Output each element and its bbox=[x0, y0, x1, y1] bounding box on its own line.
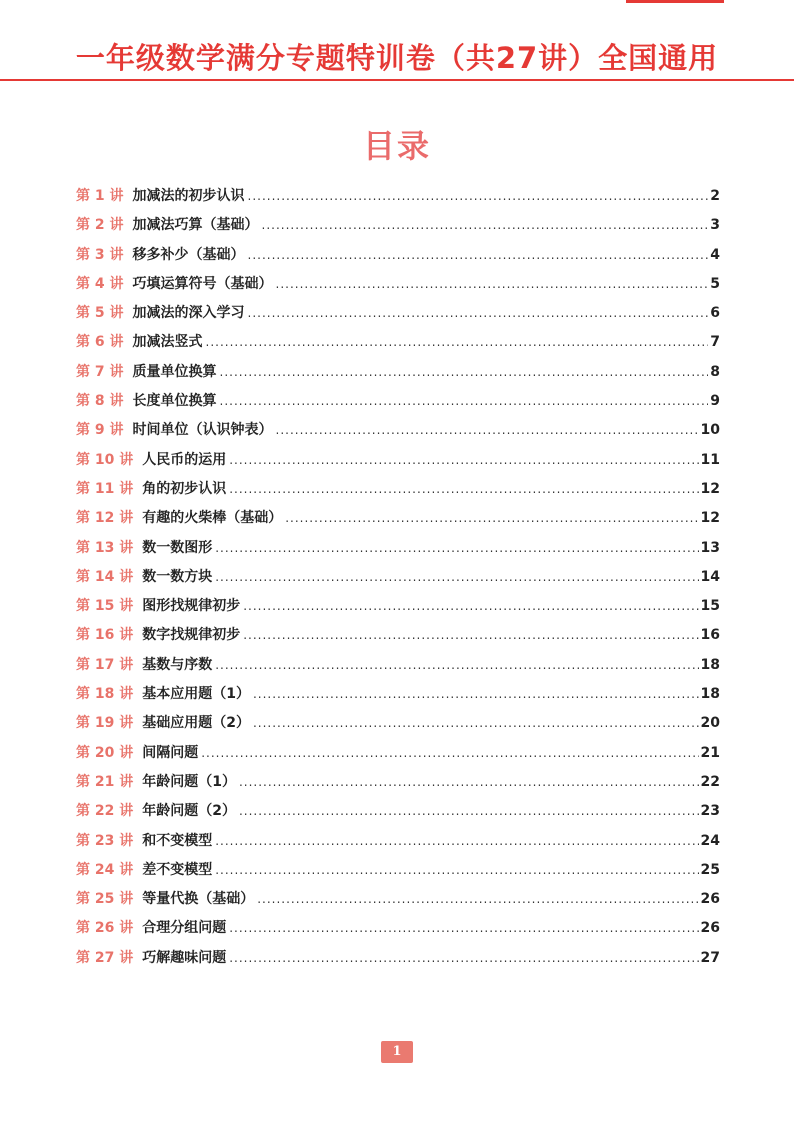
toc-entry-title: 角的初步认识 bbox=[142, 480, 227, 497]
toc-entry-title: 和不变模型 bbox=[142, 832, 213, 849]
toc-dot-leader bbox=[253, 709, 699, 738]
toc-entry-title: 年龄问题（1） bbox=[142, 773, 236, 790]
toc-entry-number: 第 20 讲 bbox=[76, 744, 134, 761]
document-title: 一年级数学满分专题特训卷（共27讲）全国通用 bbox=[75, 41, 719, 75]
toc-dot-leader bbox=[215, 651, 698, 680]
toc-dot-leader bbox=[285, 504, 698, 533]
toc-entry-title: 数一数图形 bbox=[142, 539, 213, 556]
toc-entry-title: 基础应用题（2） bbox=[142, 715, 250, 732]
toc-entry-page: 26 bbox=[700, 920, 720, 937]
toc-dot-leader bbox=[220, 358, 709, 387]
toc-entry-title: 等量代换（基础） bbox=[142, 891, 255, 908]
toc-dot-leader bbox=[229, 944, 698, 973]
toc-entry-page: 2 bbox=[710, 188, 720, 204]
toc-entry-number: 第 3 讲 bbox=[76, 246, 124, 263]
toc-entry[interactable] bbox=[76, 387, 720, 416]
toc-dot-leader bbox=[206, 328, 709, 357]
toc-entry-page: 18 bbox=[700, 656, 720, 673]
toc-entry[interactable] bbox=[76, 739, 720, 768]
toc-entry-number: 第 2 讲 bbox=[76, 217, 124, 234]
toc-entry-number: 第 6 讲 bbox=[76, 334, 124, 351]
toc-list bbox=[76, 182, 720, 973]
toc-entry-number: 第 14 讲 bbox=[76, 568, 134, 585]
toc-entry-number: 第 22 讲 bbox=[76, 803, 134, 820]
toc-entry-page: 25 bbox=[700, 861, 720, 878]
toc-entry-page: 4 bbox=[710, 246, 720, 263]
toc-entry-number: 第 8 讲 bbox=[76, 393, 124, 410]
toc-entry-number: 第 5 讲 bbox=[76, 305, 124, 322]
toc-entry[interactable] bbox=[76, 328, 720, 357]
toc-entry[interactable] bbox=[76, 621, 720, 650]
toc-entry[interactable] bbox=[76, 446, 720, 475]
toc-entry-page: 9 bbox=[710, 393, 720, 410]
toc-entry[interactable] bbox=[76, 270, 720, 299]
toc-dot-leader bbox=[229, 475, 698, 504]
toc-entry-number: 第 13 讲 bbox=[76, 539, 134, 556]
toc-entry-page: 24 bbox=[700, 832, 720, 849]
toc-entry-number: 第 4 讲 bbox=[76, 275, 124, 292]
toc-entry-number: 第 26 讲 bbox=[76, 920, 134, 937]
toc-entry[interactable] bbox=[76, 768, 720, 797]
toc-entry-title: 巧解趣味问题 bbox=[142, 949, 227, 966]
toc-entry[interactable] bbox=[76, 856, 720, 885]
toc-entry[interactable] bbox=[76, 475, 720, 504]
toc-dot-leader bbox=[220, 387, 709, 416]
toc-entry-number: 第 17 讲 bbox=[76, 656, 134, 673]
toc-dot-leader bbox=[215, 534, 698, 563]
toc-entry-page: 22 bbox=[700, 773, 720, 790]
toc-entry-number: 第 9 讲 bbox=[76, 422, 124, 439]
toc-entry-title: 加减法的深入学习 bbox=[132, 305, 245, 322]
toc-entry[interactable] bbox=[76, 651, 720, 680]
toc-entry-page: 11 bbox=[700, 451, 720, 468]
toc-entry[interactable] bbox=[76, 241, 720, 270]
toc-dot-leader bbox=[229, 914, 698, 943]
toc-entry-number: 第 15 讲 bbox=[76, 598, 134, 615]
toc-dot-leader bbox=[276, 416, 699, 445]
toc-entry-title: 加减法竖式 bbox=[132, 334, 203, 351]
toc-entry-title: 质量单位换算 bbox=[132, 363, 217, 380]
toc-entry[interactable] bbox=[76, 680, 720, 709]
toc-entry-page: 10 bbox=[700, 422, 720, 439]
toc-entry-page: 5 bbox=[710, 275, 720, 292]
toc-entry[interactable] bbox=[76, 944, 720, 973]
toc-entry-page: 16 bbox=[700, 627, 720, 644]
toc-entry-title: 有趣的火柴棒（基础） bbox=[142, 510, 283, 527]
toc-entry[interactable] bbox=[76, 709, 720, 738]
toc-entry-title: 数字找规律初步 bbox=[142, 627, 241, 644]
toc-entry-page: 23 bbox=[700, 803, 720, 820]
toc-entry[interactable] bbox=[76, 914, 720, 943]
toc-entry-title: 巧填运算符号（基础） bbox=[132, 275, 273, 292]
toc-dot-leader bbox=[276, 270, 709, 299]
toc-entry-number: 第 24 讲 bbox=[76, 861, 134, 878]
toc-dot-leader bbox=[248, 299, 709, 328]
toc-entry[interactable] bbox=[76, 299, 720, 328]
toc-heading: 目录 bbox=[362, 127, 431, 165]
toc-entry[interactable] bbox=[76, 358, 720, 387]
toc-entry[interactable] bbox=[76, 885, 720, 914]
toc-entry-page: 21 bbox=[700, 744, 720, 761]
toc-dot-leader bbox=[215, 563, 698, 592]
toc-entry-page: 3 bbox=[710, 217, 720, 234]
toc-dot-leader bbox=[243, 621, 698, 650]
toc-entry-page: 13 bbox=[700, 539, 720, 556]
toc-entry[interactable] bbox=[76, 797, 720, 826]
toc-entry-number: 第 16 讲 bbox=[76, 627, 134, 644]
toc-entry[interactable] bbox=[76, 592, 720, 621]
toc-entry[interactable] bbox=[76, 182, 720, 211]
toc-entry-number: 第 19 讲 bbox=[76, 715, 134, 732]
toc-entry-page: 7 bbox=[710, 334, 720, 351]
toc-entry-page: 26 bbox=[700, 891, 720, 908]
page-number-badge: 1 bbox=[381, 1041, 413, 1063]
header-divider bbox=[0, 79, 794, 81]
toc-entry-page: 27 bbox=[700, 949, 720, 966]
toc-entry[interactable] bbox=[76, 416, 720, 445]
toc-dot-leader bbox=[201, 739, 698, 768]
toc-entry-page: 14 bbox=[700, 568, 720, 585]
toc-entry-number: 第 7 讲 bbox=[76, 363, 124, 380]
toc-entry-number: 第 23 讲 bbox=[76, 832, 134, 849]
toc-entry[interactable] bbox=[76, 827, 720, 856]
toc-entry-title: 移多补少（基础） bbox=[132, 246, 245, 263]
toc-entry-number: 第 12 讲 bbox=[76, 510, 134, 527]
toc-dot-leader bbox=[262, 211, 709, 240]
toc-entry-title: 基本应用题（1） bbox=[142, 686, 250, 703]
toc-entry-number: 第 25 讲 bbox=[76, 891, 134, 908]
toc-entry-number: 第 21 讲 bbox=[76, 773, 134, 790]
toc-entry-title: 时间单位（认识钟表） bbox=[132, 422, 273, 439]
toc-dot-leader bbox=[215, 856, 698, 885]
toc-dot-leader bbox=[239, 797, 699, 826]
toc-dot-leader bbox=[215, 827, 698, 856]
toc-dot-leader bbox=[229, 446, 698, 475]
toc-entry[interactable] bbox=[76, 563, 720, 592]
toc-dot-leader bbox=[253, 680, 699, 709]
toc-entry-page: 12 bbox=[700, 510, 720, 527]
toc-entry-title: 加减法巧算（基础） bbox=[132, 217, 259, 234]
toc-entry-title: 数一数方块 bbox=[142, 568, 213, 585]
toc-entry-number: 第 10 讲 bbox=[76, 451, 134, 468]
toc-entry-title: 年龄问题（2） bbox=[142, 803, 236, 820]
toc-entry-number: 第 18 讲 bbox=[76, 686, 134, 703]
toc-entry-number: 第 27 讲 bbox=[76, 949, 134, 966]
toc-entry-page: 18 bbox=[700, 686, 720, 703]
toc-entry-title: 间隔问题 bbox=[142, 744, 199, 761]
toc-entry-page: 8 bbox=[710, 363, 720, 380]
toc-entry-number: 第 11 讲 bbox=[76, 480, 134, 497]
toc-entry-number: 第 1 讲 bbox=[76, 188, 124, 204]
toc-entry-title: 人民币的运用 bbox=[142, 451, 227, 468]
toc-entry-title: 合理分组问题 bbox=[142, 920, 227, 937]
toc-entry-title: 加减法的初步认识 bbox=[132, 188, 245, 204]
toc-dot-leader bbox=[257, 885, 698, 914]
toc-entry[interactable] bbox=[76, 504, 720, 533]
toc-entry-page: 20 bbox=[700, 715, 720, 732]
toc-entry-title: 基数与序数 bbox=[142, 656, 213, 673]
toc-dot-leader bbox=[243, 592, 698, 621]
toc-entry-title: 图形找规律初步 bbox=[142, 598, 241, 615]
toc-dot-leader bbox=[239, 768, 699, 797]
toc-entry-page: 12 bbox=[700, 480, 720, 497]
toc-dot-leader bbox=[248, 182, 709, 211]
toc-entry[interactable] bbox=[76, 211, 720, 240]
toc-entry[interactable] bbox=[76, 534, 720, 563]
toc-dot-leader bbox=[248, 241, 709, 270]
top-accent-bar bbox=[626, 0, 724, 3]
toc-entry-page: 6 bbox=[710, 305, 720, 322]
toc-entry-title: 差不变模型 bbox=[142, 861, 213, 878]
toc-entry-title: 长度单位换算 bbox=[132, 393, 217, 410]
toc-entry-page: 15 bbox=[700, 598, 720, 615]
